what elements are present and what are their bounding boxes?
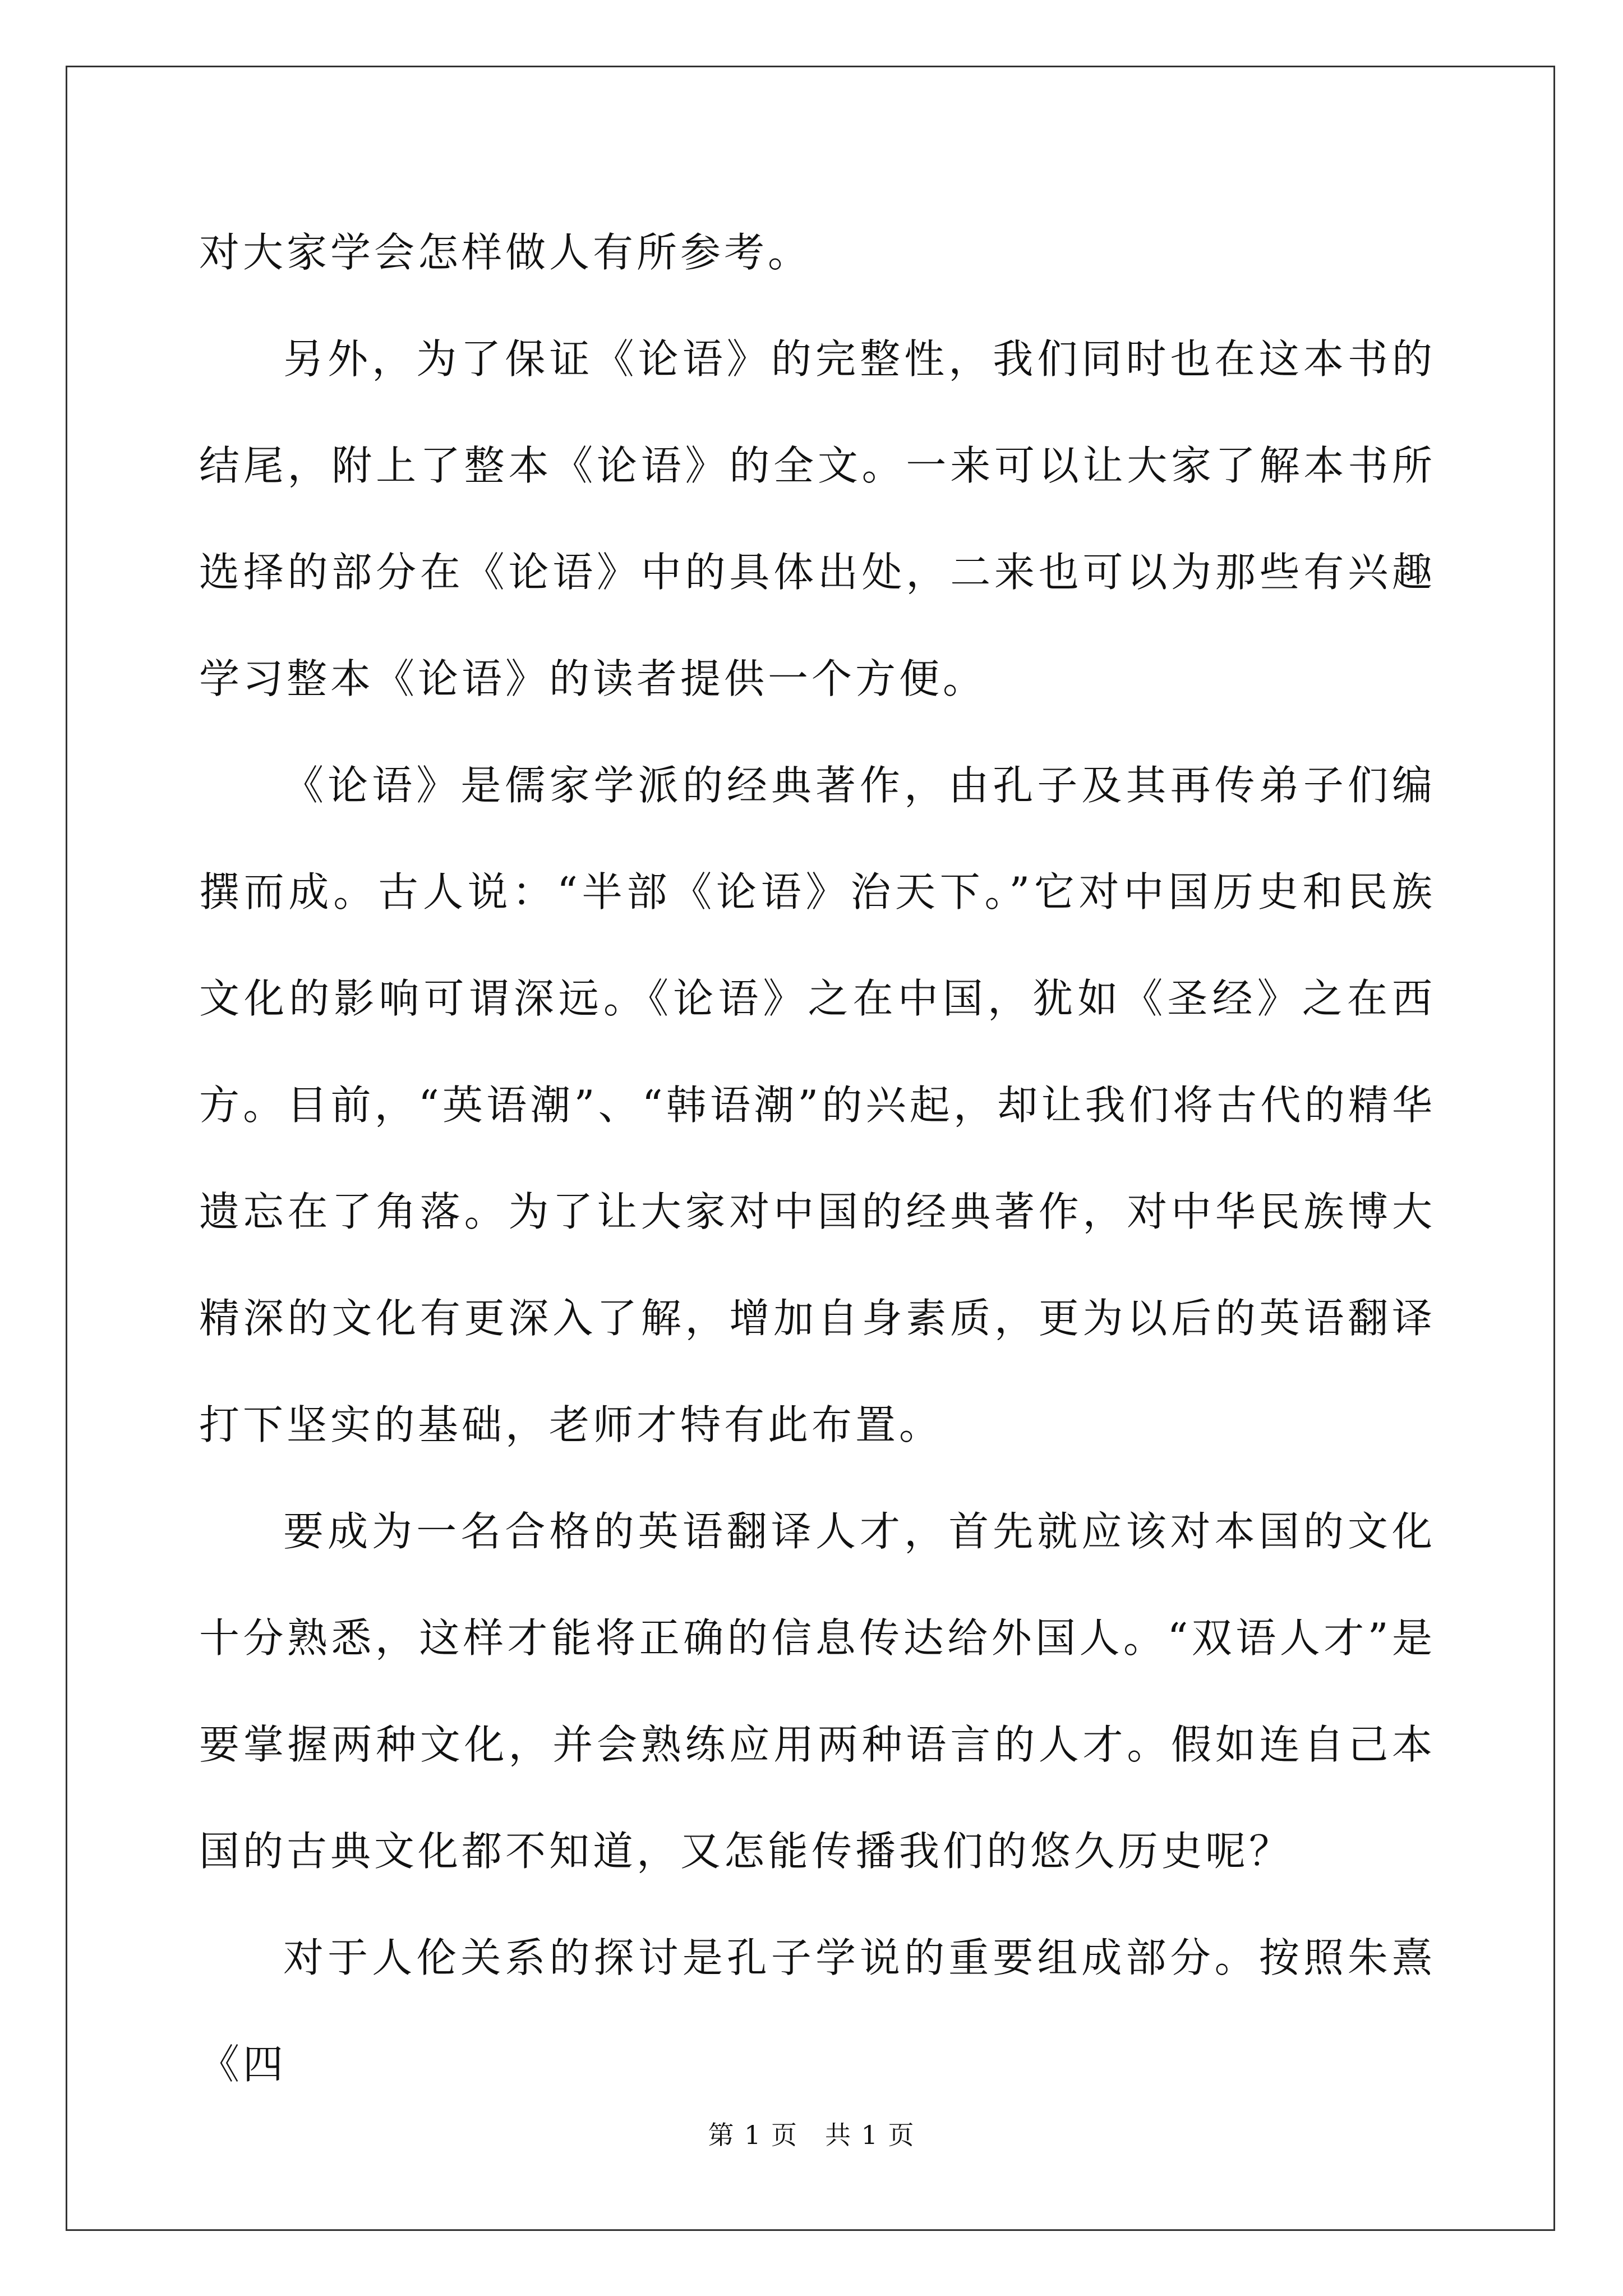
paragraph-4: 要成为一名合格的英语翻译人才，首先就应该对本国的文化十分熟悉，这样才能将正确的信息传达给外国人。“双语人才”是要掌握两种文化，并会熟练应用两种语言的人才。假如连自己本国的古典文化都不知道，又怎能传播我们的悠久历史呢？: [199, 1508, 1436, 1875]
page-footer: 第 1 页 共 1 页: [708, 2120, 915, 2150]
paragraph-5: 对于人伦关系的探讨是孔子学说的重要组成部分。按照朱熹《四: [199, 1934, 1436, 2088]
paragraph-3: 《论语》是儒家学派的经典著作，由孔子及其再传弟子们编撰而成。古人说：“半部《论语》治天下。”它对中国历史和民族文化的影响可谓深远。《论语》之在中国，犹如《圣经》之在西方。目前，“英语潮”、“韩语潮”的兴起，却让我们将古代的精华遗忘在了角落。为了让大家对中国的经典著作，对中华民族博大精深的文化有更深入了解，增加自身素质，更为以后的英语翻译打下坚实的基础，老师才特有此布置。: [199, 762, 1436, 1448]
paragraph-2: 另外，为了保证《论语》的完整性，我们同时也在这本书的结尾，附上了整本《论语》的全文。一来可以让大家了解本书所选择的部分在《论语》中的具体出处，二来也可以为那些有兴趣学习整本《论语》的读者提供一个方便。: [199, 335, 1436, 702]
document-body: [199, 199, 1436, 2118]
paragraph-1: 对大家学会怎样做人有所参考。: [199, 229, 812, 276]
